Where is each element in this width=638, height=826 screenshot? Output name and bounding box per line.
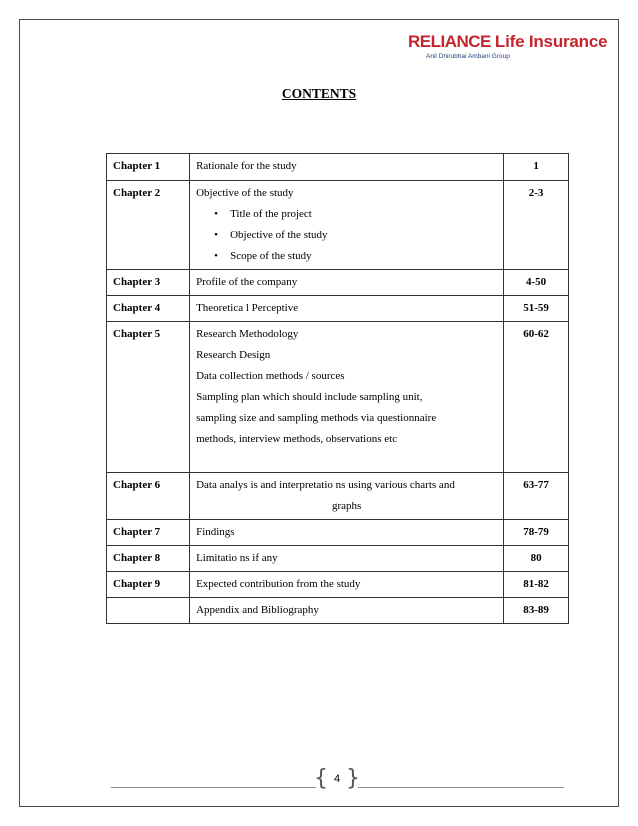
description-line: Data analys is and interpretatio ns using various charts and [196, 479, 455, 491]
description-line: methods, interview methods, observations etc [196, 433, 398, 445]
page-number-box [314, 766, 360, 791]
chapter-cell: Chapter 4 [107, 296, 190, 322]
description-line: sampling size and sampling methods via questionnaire [196, 412, 437, 424]
description-line: Research Methodology [196, 328, 299, 340]
page-range-cell: 80 [504, 546, 569, 572]
description-line: Sampling plan which should include sampling unit, [196, 391, 423, 403]
description-line: Research Design [196, 349, 271, 361]
bullet-item: • Scope of the study [196, 246, 497, 267]
table-row [107, 154, 569, 181]
description-line: Appendix and Bibliography [196, 604, 319, 616]
chapter-cell [107, 598, 190, 624]
logo-product: Life Insurance [494, 32, 608, 51]
page-range-cell: 4-50 [504, 270, 569, 296]
table-row [107, 546, 569, 572]
bullet-list [196, 204, 497, 267]
logo-main-text [408, 32, 607, 52]
description-line: graphs [331, 500, 362, 512]
page-number: 4 [333, 773, 341, 785]
page-range-cell: 81-82 [504, 572, 569, 598]
contents-table-body [107, 154, 569, 624]
description-cell [190, 473, 504, 520]
table-row [107, 296, 569, 322]
description-cell [190, 598, 504, 624]
description-line: Limitatio ns if any [196, 552, 278, 564]
footer-rule-right [358, 787, 564, 788]
table-row [107, 473, 569, 520]
contents-table [106, 153, 569, 624]
bullet-item: • Title of the project [196, 204, 497, 225]
description-cell [190, 296, 504, 322]
page-range-cell: 60-62 [504, 322, 569, 473]
logo-group: Anil Dhirubhai Ambani Group [426, 53, 510, 60]
reliance-logo [408, 32, 608, 66]
table-row [107, 181, 569, 270]
description-line: Profile of the company [196, 276, 298, 288]
table-row [107, 322, 569, 473]
description-line: Theoretica l Perceptive [196, 302, 299, 314]
table-row [107, 520, 569, 546]
description-cell [190, 181, 504, 270]
chapter-cell: Chapter 9 [107, 572, 190, 598]
chapter-cell: Chapter 7 [107, 520, 190, 546]
page-range-cell: 78-79 [504, 520, 569, 546]
logo-brand: RELIANCE [408, 32, 491, 51]
footer-rule-left [111, 787, 316, 788]
table-row [107, 270, 569, 296]
chapter-cell: Chapter 5 [107, 322, 190, 473]
description-line: Data collection methods / sources [196, 370, 345, 382]
description-line: Findings [196, 526, 235, 538]
chapter-cell: Chapter 6 [107, 473, 190, 520]
page-range-cell: 2-3 [504, 181, 569, 270]
chapter-cell: Chapter 1 [107, 154, 190, 181]
right-brace-icon: } [346, 766, 360, 791]
left-brace-icon: { [314, 766, 328, 791]
page-range-cell: 83-89 [504, 598, 569, 624]
page-range-cell: 63-77 [504, 473, 569, 520]
chapter-cell: Chapter 8 [107, 546, 190, 572]
chapter-cell: Chapter 3 [107, 270, 190, 296]
description-line: Objective of the study [196, 187, 294, 199]
table-row [107, 598, 569, 624]
page-range-cell: 51-59 [504, 296, 569, 322]
description-cell [190, 270, 504, 296]
description-cell [190, 154, 504, 181]
description-cell [190, 520, 504, 546]
description-cell [190, 322, 504, 473]
description-line: Rationale for the study [196, 160, 297, 172]
chapter-cell: Chapter 2 [107, 181, 190, 270]
page-title: CONTENTS [281, 86, 357, 101]
description-cell [190, 572, 504, 598]
bullet-item: • Objective of the study [196, 225, 497, 246]
description-line: Expected contribution from the study [196, 578, 361, 590]
description-cell [190, 546, 504, 572]
table-row [107, 572, 569, 598]
page-range-cell: 1 [504, 154, 569, 181]
